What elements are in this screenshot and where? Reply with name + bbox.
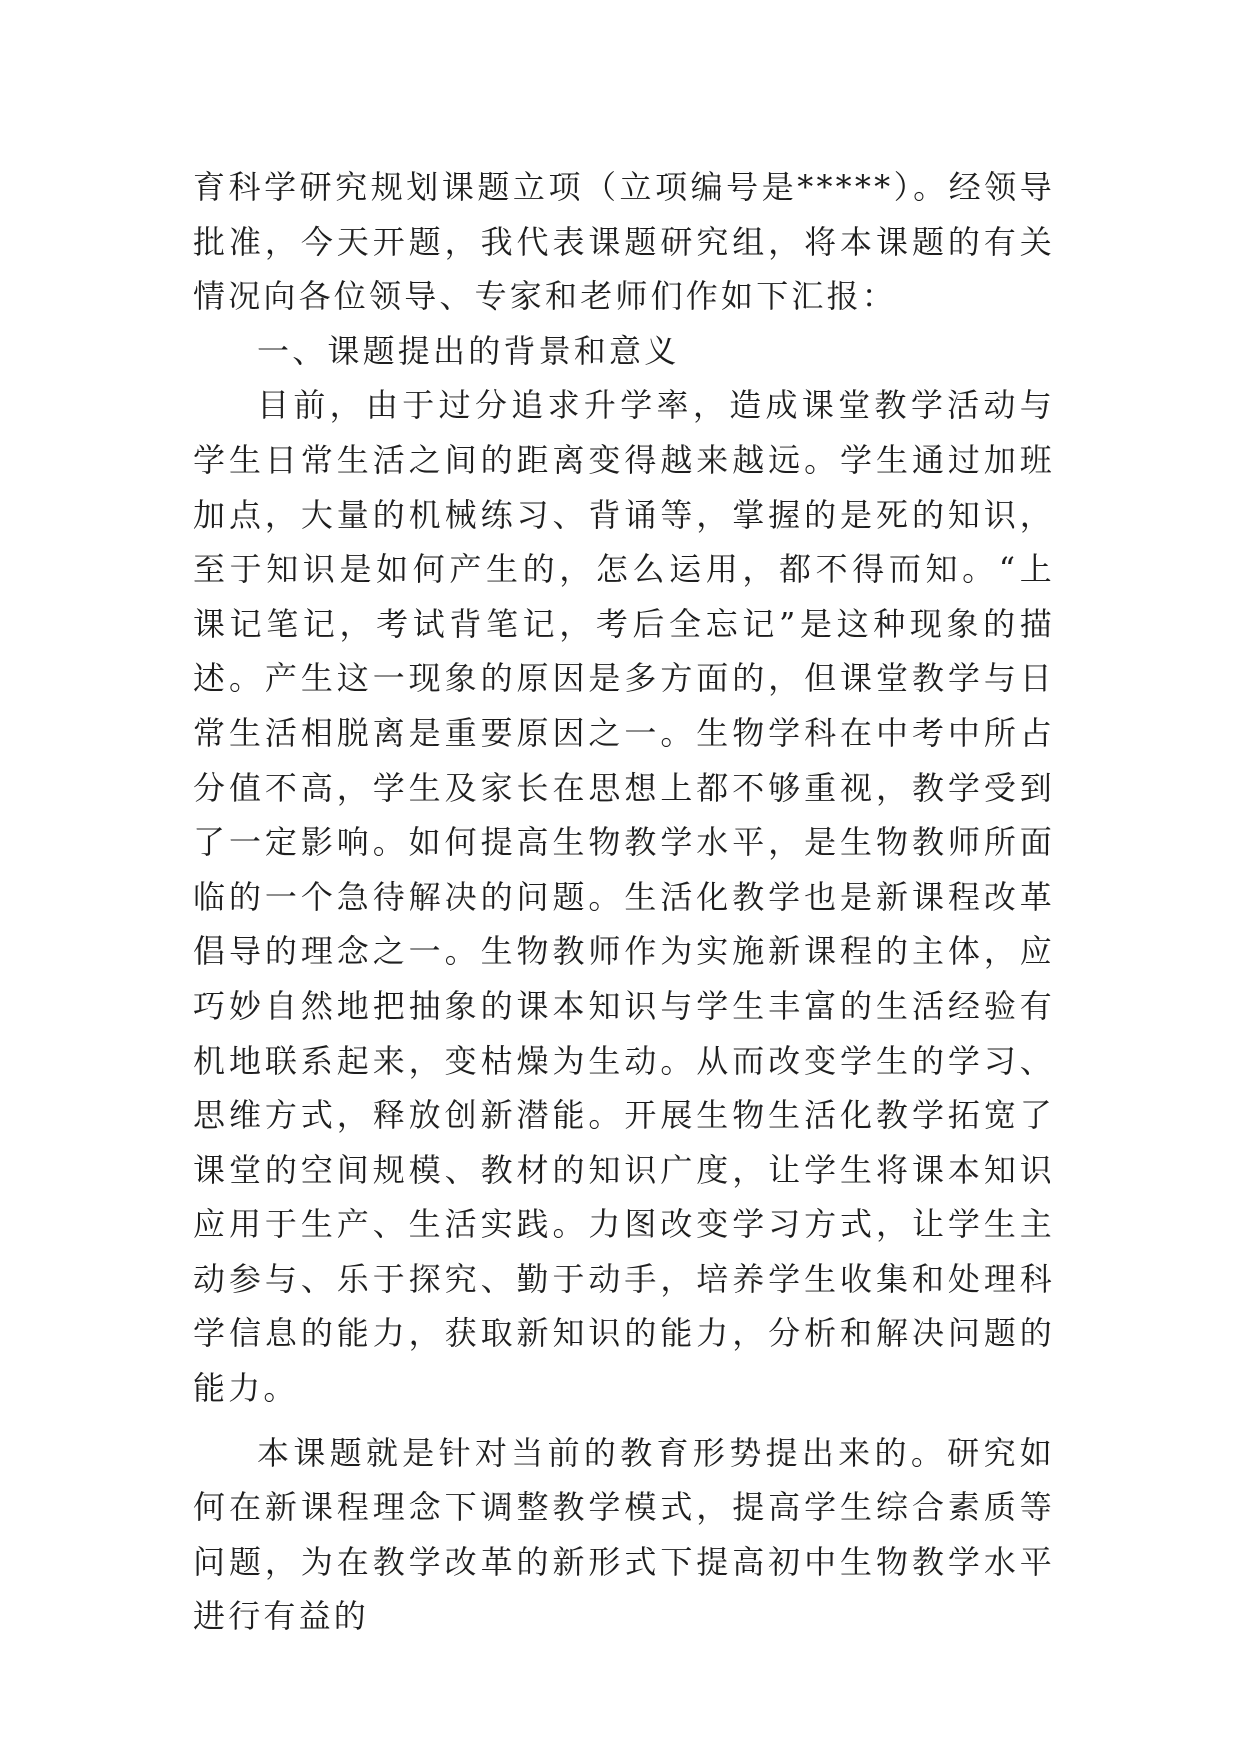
section-heading-background: 一、课题提出的背景和意义 [257, 331, 680, 370]
document-body [193, 160, 1055, 1644]
paragraph-intro-continuation: 育科学研究规划课题立项（立项编号是*****）。经领导批准，今天开题，我代表课题研究组，将本课题的有关情况向各位领导、专家和老师们作如下汇报： [193, 168, 1055, 316]
paragraph-purpose: 本课题就是针对当前的教育形势提出来的。研究如何在新课程理念下调整教学模式，提高学生综合素质等问题，为在教学改革的新形式下提高初中生物教学水平进行有益的 [193, 1433, 1055, 1636]
paragraph-background: 目前，由于过分追求升学率，造成课堂教学活动与学生日常生活之间的距离变得越来越远。学生通过加班加点，大量的机械练习、背诵等，掌握的是死的知识，至于知识是如何产生的，怎么运用，都不得而知。“上课记笔记，考试背笔记，考后全忘记”是这种现象的描述。产生这一现象的原因是多方面的，但课堂教学与日常生活相脱离是重要原因之一。生物学科在中考中所占分值不高，学生及家长在思想上都不够重视，教学受到了一定影响。如何提高生物教学水平，是生物教师所面临的一个急待解决的问题。生活化教学也是新课程改革倡导的理念之一。生物教师作为实施新课程的主体，应巧妙自然地把抽象的课本知识与学生丰富的生活经验有机地联系起来，变枯燥为生动。从而改变学生的学习、思维方式，释放创新潜能。开展生物生活化教学拓宽了课堂的空间规模、教材的知识广度，让学生将课本知识应用于生产、生活实践。力图改变学习方式，让学生主动参与、乐于探究、勤于动手，培养学生收集和处理科学信息的能力，获取新知识的能力，分析和解决问题的能力。 [193, 386, 1055, 1408]
